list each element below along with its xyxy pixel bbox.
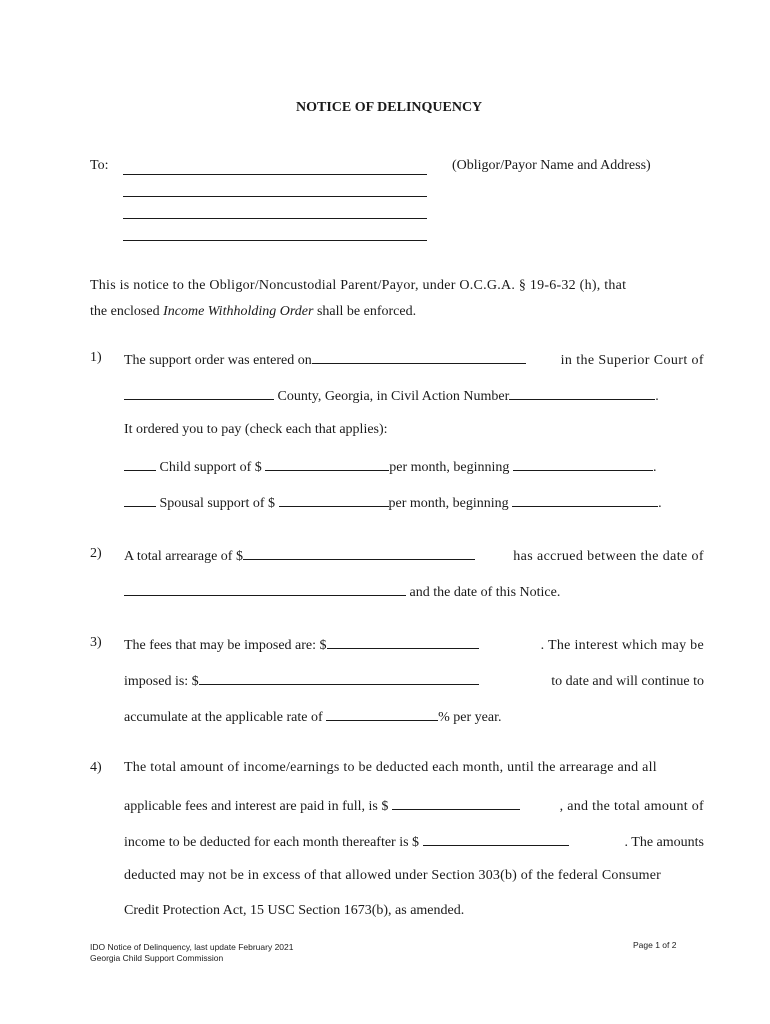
spousal-support-beginning-field[interactable] (512, 493, 658, 507)
intro-line-2 (90, 304, 416, 320)
item-4-line-c (124, 832, 704, 851)
per-year-text: % per year. (438, 710, 502, 725)
item-4-text-b-pre: applicable fees and interest are paid in full, is $ (124, 799, 389, 814)
footer-commission: Georgia Child Support Commission (90, 953, 224, 963)
item-4-line-d (124, 868, 704, 884)
accumulate-text: accumulate at the applicable rate of (124, 710, 323, 725)
item-1-line-a (124, 350, 704, 369)
item-4-line-b (124, 796, 704, 815)
spousal-support-checkbox[interactable] (124, 493, 156, 507)
arrearage-amount-field[interactable] (243, 546, 475, 560)
spousal-support-per-month: per month, beginning (388, 496, 509, 511)
child-support-per-month: per month, beginning (389, 460, 510, 475)
support-order-date-field[interactable] (312, 350, 526, 364)
interest-text: . The interest which may be (540, 638, 704, 653)
to-date-text: to date and will continue to (551, 674, 704, 689)
item-4-text-c-pre: income to be deducted for each month thereafter is $ (124, 835, 420, 850)
obligor-name-field[interactable] (123, 174, 427, 175)
obligor-address-line-1[interactable] (123, 196, 427, 197)
item-4-number: 4) (90, 760, 102, 775)
item-3-line-c (124, 707, 501, 726)
thereafter-deduction-field[interactable] (423, 832, 569, 846)
item-2-line-a (124, 546, 704, 565)
item-4-text-a: The total amount of income/earnings to be deducted each month, until the arrearage and all (124, 760, 657, 775)
item-1-line-b-end: . (655, 389, 659, 404)
imposed-text: imposed is: $ (124, 674, 199, 689)
support-order-text: The support order was entered on (124, 353, 312, 368)
obligor-address-hint: (Obligor/Payor Name and Address) (452, 158, 651, 173)
spousal-support-end: . (658, 496, 662, 511)
income-withholding-order-title: Income Withholding Order (163, 304, 314, 319)
intro-text-2-post: shall be enforced. (316, 304, 417, 319)
item-4-text-c-post: . The amounts (624, 835, 704, 850)
arrearage-text: A total arrearage of $ (124, 549, 243, 564)
item-3-line-a (124, 635, 704, 654)
fees-text: The fees that may be imposed are: $ (124, 638, 327, 653)
intro-text-2-pre: the enclosed (90, 304, 160, 319)
arrearage-end-text: and the date of this Notice. (409, 585, 561, 600)
item-2-line-b (124, 582, 560, 601)
item-4-text-b-post: , and the total amount of (559, 799, 704, 814)
page-number: Page 1 of 2 (633, 940, 677, 950)
child-support-amount-field[interactable] (265, 457, 389, 471)
spousal-support-amount-field[interactable] (279, 493, 389, 507)
child-support-beginning-field[interactable] (513, 457, 653, 471)
intro-text-1: This is notice to the Obligor/Noncustodial Parent/Payor, under O.C.G.A. § 19-6-32 (h), that (90, 278, 627, 293)
child-support-label: Child support of $ (159, 460, 262, 475)
interest-rate-field[interactable] (326, 707, 438, 721)
item-4-text-d: deducted may not be in excess of that allowed under Section 303(b) of the federal Consumer (124, 868, 662, 883)
superior-court-text: in the Superior Court of (560, 353, 704, 368)
obligor-address-line-3[interactable] (123, 240, 427, 241)
county-field[interactable] (124, 386, 274, 400)
child-support-checkbox[interactable] (124, 457, 156, 471)
child-support-end: . (652, 460, 657, 475)
item-3-number: 3) (90, 635, 102, 650)
obligor-address-line-2[interactable] (123, 218, 427, 219)
to-label: To: (90, 158, 109, 173)
civil-action-number-field[interactable] (509, 386, 655, 400)
item-4-line-e: Credit Protection Act, 15 USC Section 1673(b), as amended. (124, 903, 465, 918)
item-3-line-b (124, 671, 704, 690)
intro-line-1 (90, 278, 680, 294)
item-1-number: 1) (90, 350, 102, 365)
interest-amount-field[interactable] (199, 671, 479, 685)
child-support-line (124, 457, 656, 476)
spousal-support-line (124, 493, 662, 512)
spousal-support-label: Spousal support of $ (159, 496, 275, 511)
page-title: NOTICE OF DELINQUENCY (296, 100, 483, 115)
item-4-line-a (124, 760, 704, 776)
item-1-line-b (124, 386, 659, 405)
arrearage-start-date-field[interactable] (124, 582, 406, 596)
footer-form-name: IDO Notice of Delinquency, last update February 2021 (90, 942, 294, 952)
item-2-number: 2) (90, 546, 102, 561)
arrearage-accrued-text: has accrued between the date of (513, 549, 704, 564)
county-georgia-text: County, Georgia, in Civil Action Number (277, 389, 510, 404)
monthly-deduction-field[interactable] (392, 796, 520, 810)
item-1-line-c: It ordered you to pay (check each that applies): (124, 422, 388, 437)
fees-amount-field[interactable] (327, 635, 479, 649)
